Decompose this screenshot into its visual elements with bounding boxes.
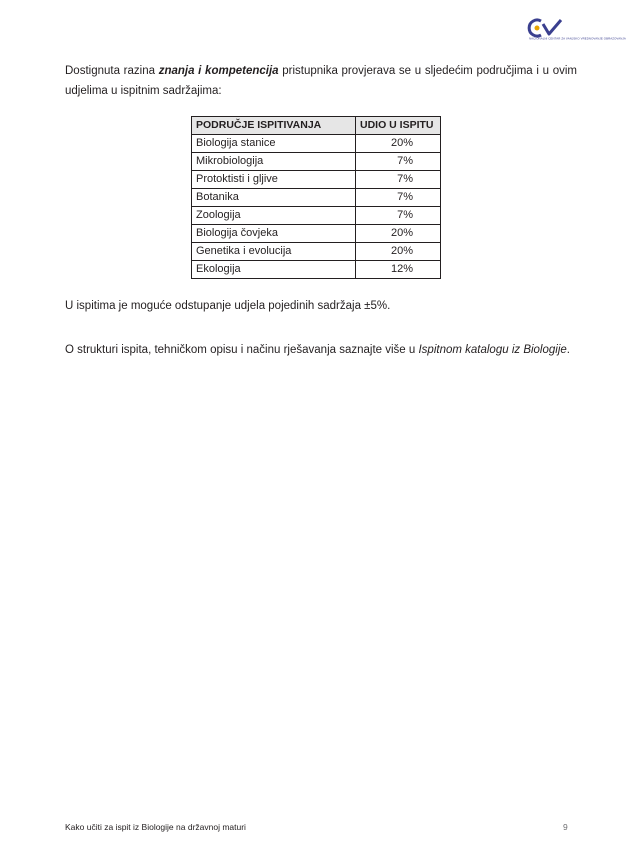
intro-text-before: Dostignuta razina (65, 65, 159, 77)
area-cell: Zoologija (192, 207, 356, 225)
intro-emphasis: znanja i kompetencija (158, 65, 279, 77)
area-cell: Ekologija (192, 261, 356, 279)
structure-text-before: O strukturi ispita, tehničkom opisu i načinu rješavanja saznajte više u (65, 344, 419, 356)
table-row (192, 207, 441, 225)
header-share: UDIO U ISPITU (356, 117, 441, 135)
table-row (192, 171, 441, 189)
table-row (192, 135, 441, 153)
table-row (192, 189, 441, 207)
intro-text-after: pristupnika provjerava se u sljedećim područjima i u ovim udjelima u ispitnim sadržajima: (65, 65, 577, 97)
share-cell: 20% (356, 243, 441, 261)
content-share-table (191, 116, 441, 279)
footer-title: Kako učiti za ispit iz Biologije na državnoj maturi (65, 822, 246, 832)
share-cell: 12% (356, 261, 441, 279)
share-cell: 7% (356, 171, 441, 189)
logo-mark-icon (527, 18, 569, 38)
area-cell: Protoktisti i gljive (192, 171, 356, 189)
deviation-note: U ispitima je moguće odstupanje udjela pojedinih sadržaja ±5%. (65, 300, 391, 312)
catalog-reference: Ispitnom katalogu iz Biologije (418, 344, 567, 356)
logo-text: NACIONALNI CENTAR ZA VANJSKO VREDNOVANJE OBRAZOVANJA (529, 37, 626, 41)
header-area: PODRUČJE ISPITIVANJA (192, 117, 356, 135)
table-row (192, 261, 441, 279)
table-row (192, 243, 441, 261)
area-cell: Botanika (192, 189, 356, 207)
structure-note (65, 340, 577, 360)
share-cell: 7% (356, 207, 441, 225)
intro-paragraph (65, 61, 577, 101)
share-cell: 20% (356, 135, 441, 153)
area-cell: Genetika i evolucija (192, 243, 356, 261)
area-cell: Mikrobiologija (192, 153, 356, 171)
share-cell: 20% (356, 225, 441, 243)
structure-text-after: . (566, 344, 570, 356)
share-cell: 7% (356, 153, 441, 171)
page-number: 9 (563, 822, 568, 832)
share-cell: 7% (356, 189, 441, 207)
table-header-row (192, 117, 441, 135)
area-cell: Biologija stanice (192, 135, 356, 153)
area-cell: Biologija čovjeka (192, 225, 356, 243)
table-row (192, 153, 441, 171)
table-row (192, 225, 441, 243)
